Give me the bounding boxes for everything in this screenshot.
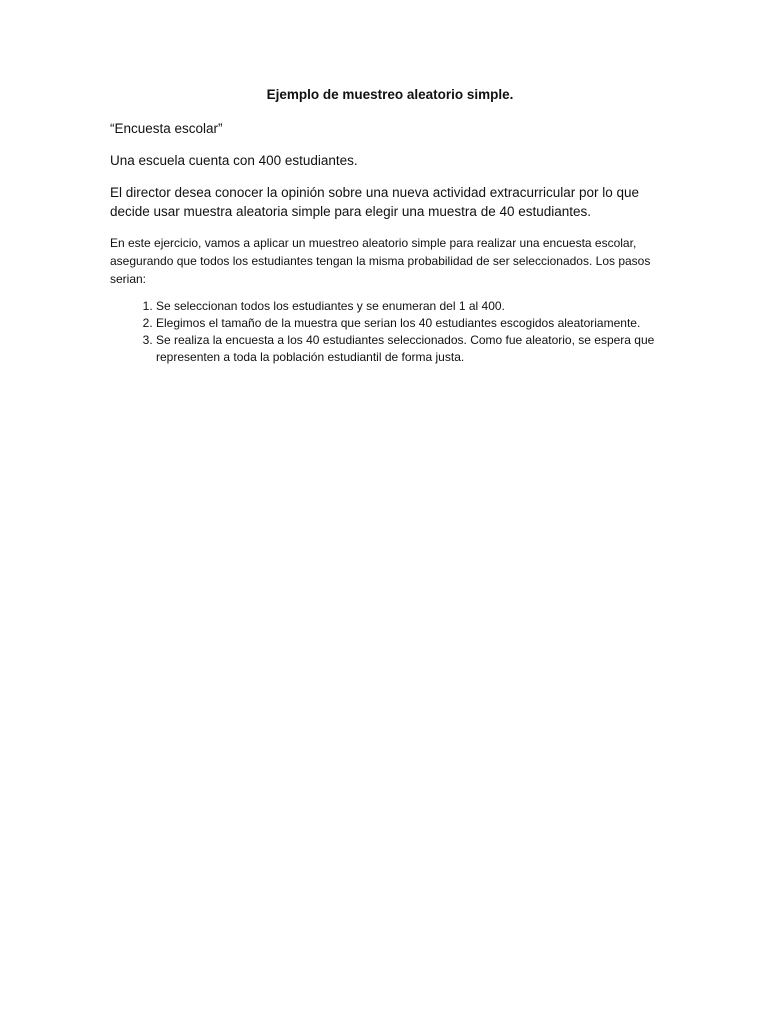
document-title: Ejemplo de muestreo aleatorio simple. bbox=[266, 87, 514, 102]
paragraph-exercise: En este ejercicio, vamos a aplicar un muestreo aleatorio simple para realizar una encuesta escolar, asegurando que todos los estudiantes tengan la misma probabilidad de ser seleccionados. Los pasos serian: bbox=[110, 236, 651, 286]
list-item: 2. Elegimos el tamaño de la muestra que serian los 40 estudiantes escogidos aleatoriamente. bbox=[156, 315, 670, 332]
paragraph-school: Una escuela cuenta con 400 estudiantes. bbox=[110, 153, 358, 168]
list-item: 1. Se seleccionan todos los estudiantes y se enumeran del 1 al 400. bbox=[156, 298, 670, 315]
paragraph-director: El director desea conocer la opinión sobre una nueva actividad extracurricular por lo que decide usar muestra aleatoria simple para elegir una muestra de 40 estudiantes. bbox=[110, 185, 640, 219]
steps-list bbox=[110, 298, 670, 366]
subtitle: “Encuesta escolar” bbox=[110, 121, 223, 136]
document-body bbox=[110, 86, 670, 366]
list-item: 3. Se realiza la encuesta a los 40 estudiantes seleccionados. Como fue aleatorio, se espera que representen a toda la población estudiantil de forma justa. bbox=[156, 332, 670, 366]
